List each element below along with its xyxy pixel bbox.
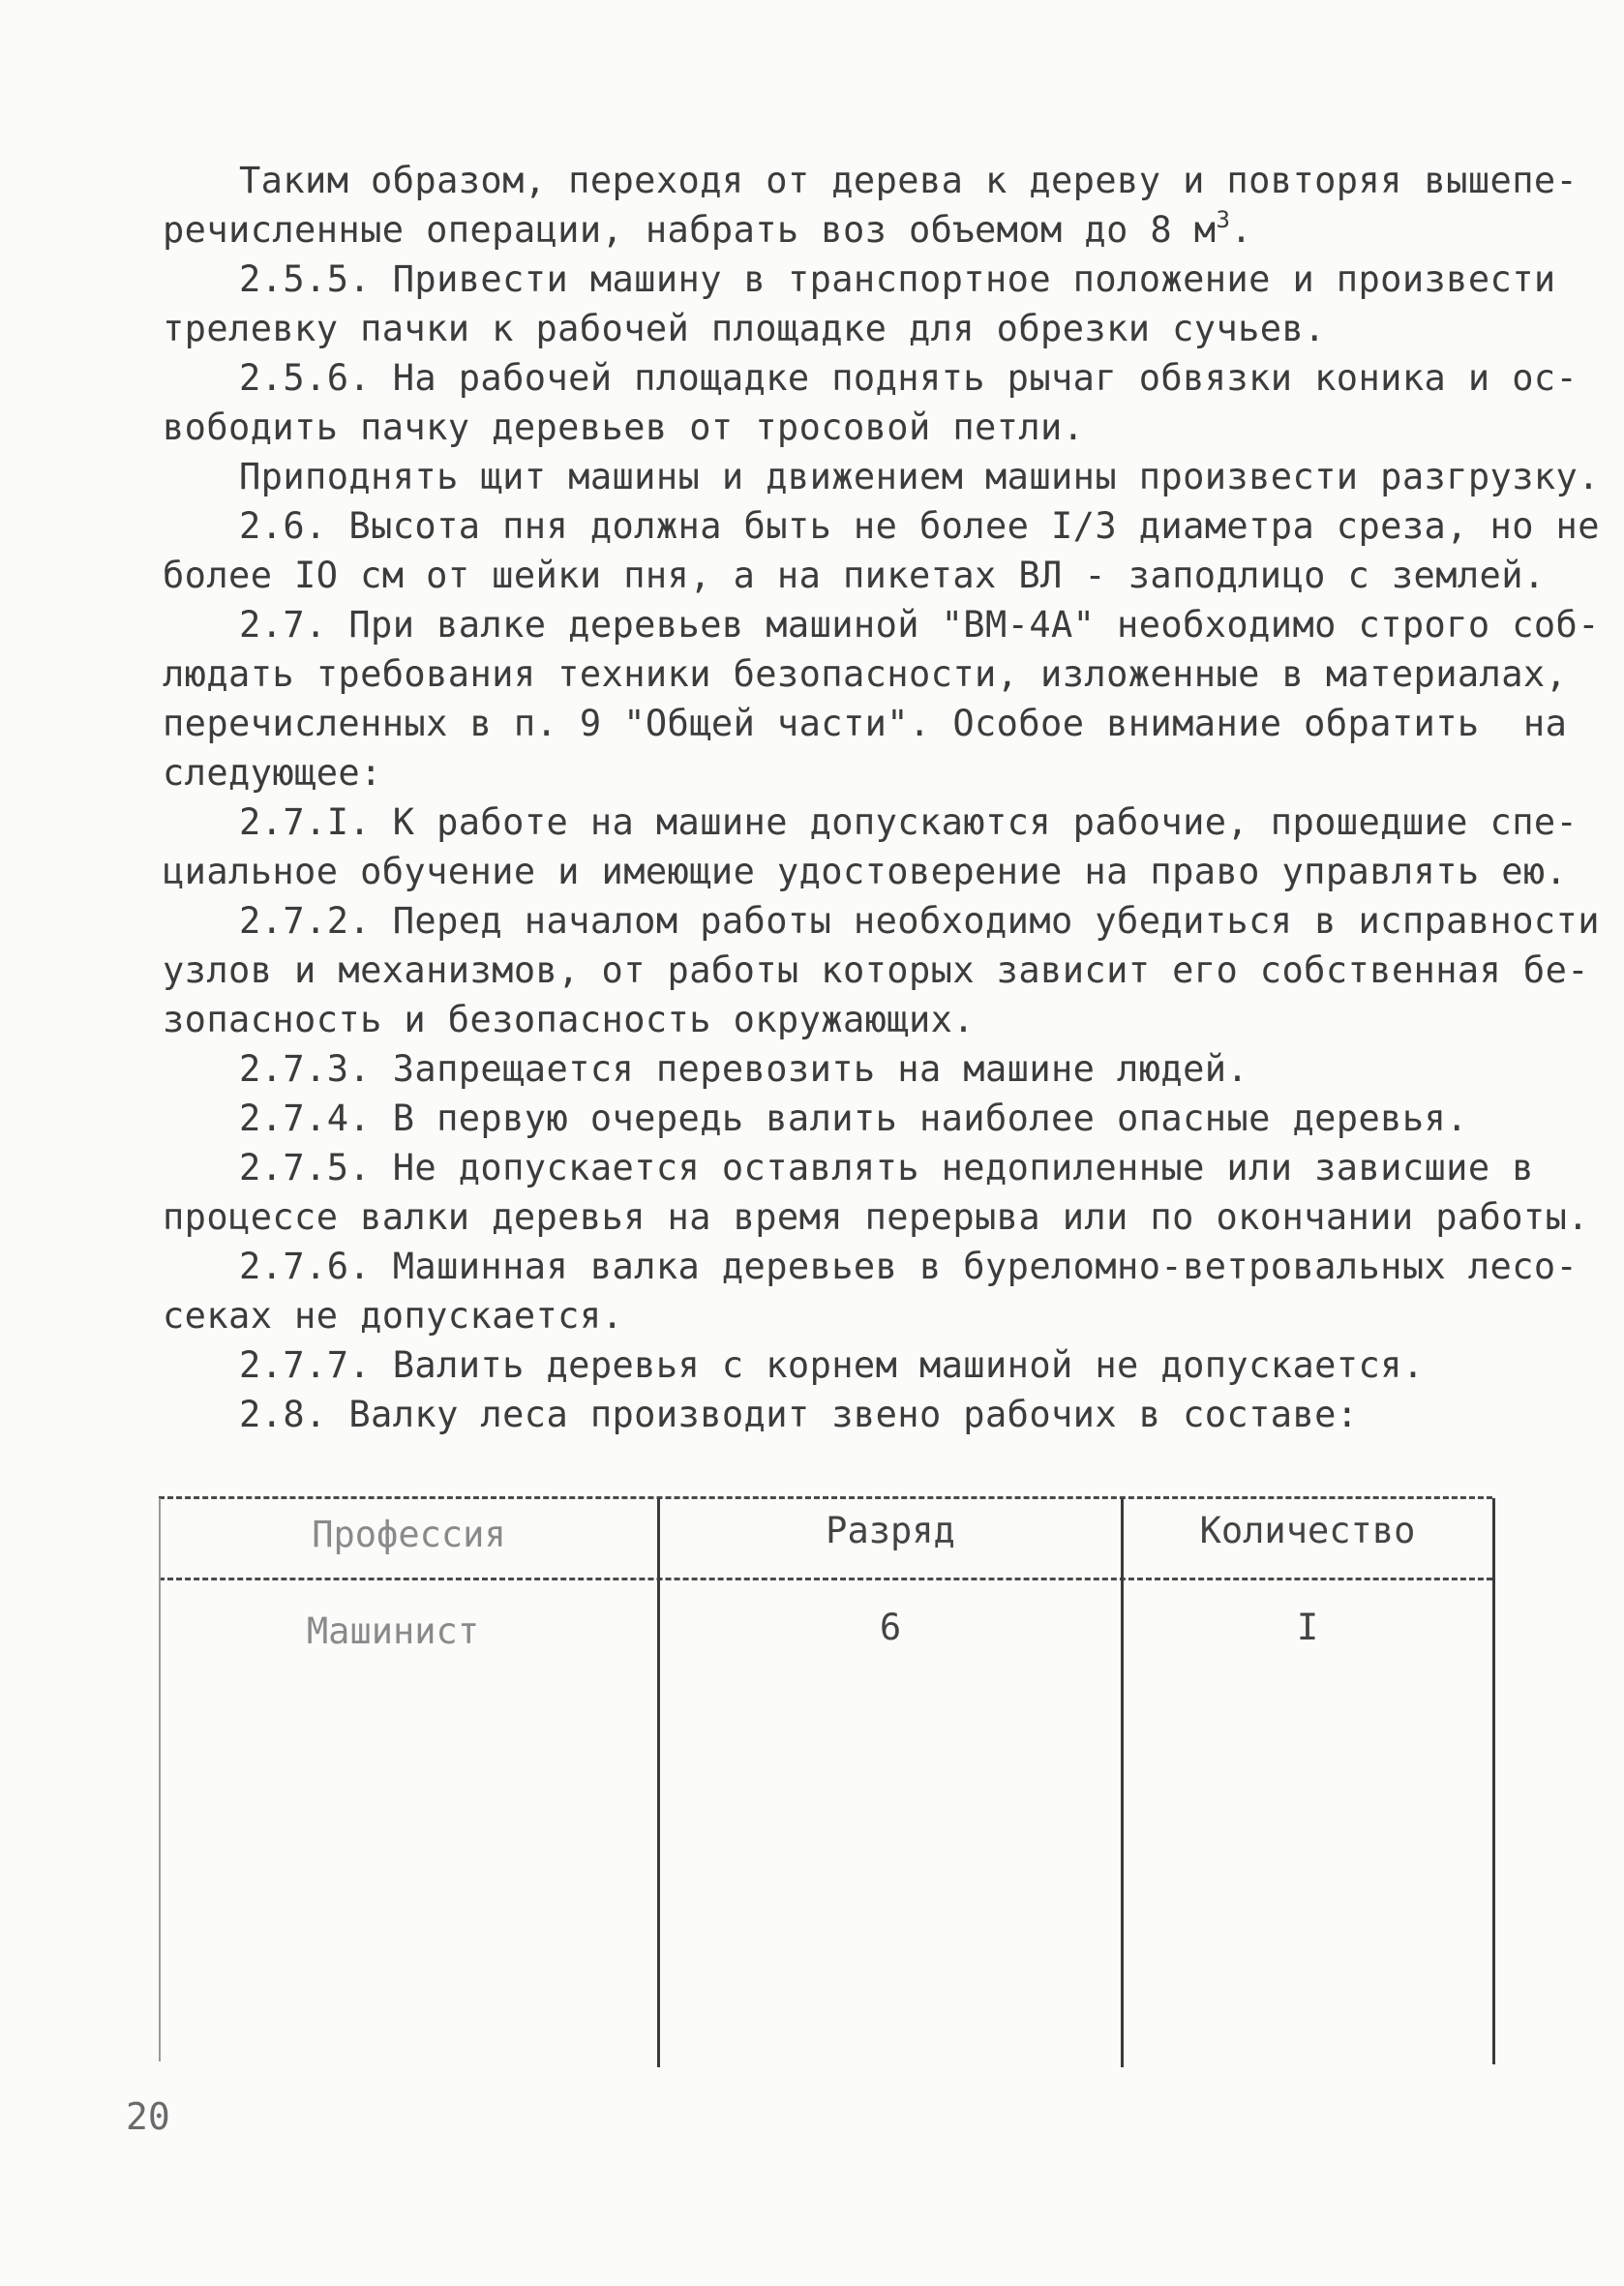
text-line: Таким образом, переходя от дерева к дереву и повторяя вышепе-	[239, 160, 1579, 201]
table-top-rule	[159, 1496, 1492, 1499]
text-line: следующее:	[163, 752, 382, 794]
text-line: 2.5.6. На рабочей площадке поднять рычаг обвязки коника и ос-	[239, 357, 1579, 399]
superscript: 3	[1216, 206, 1231, 233]
text-line: секах не допускается.	[163, 1295, 624, 1337]
text-line: 2.7.5. Не допускается оставлять недопиленные или зависшие в	[239, 1147, 1534, 1188]
text-line: 2.8. Валку леса производит звено рабочих в составе:	[239, 1394, 1359, 1435]
text-line: узлов и механизмов, от работы которых зависит его собственная бе-	[163, 949, 1589, 991]
table-right-border	[1492, 1498, 1495, 2064]
line-end: .	[1230, 209, 1252, 251]
table-cell-grade: 6	[879, 1607, 902, 1648]
table-column-divider	[657, 1498, 660, 2067]
text-line: 2.7.3. Запрещается перевозить на машине людей.	[239, 1048, 1249, 1090]
table-cell-profession: Машинист	[306, 1610, 480, 1652]
text-line: 2.7. При валке деревьев машиной "ВМ-4А" необходимо строго соб-	[239, 604, 1600, 646]
table-left-border	[159, 1498, 161, 2061]
text-line: 2.7.I. К работе на машине допускаются рабочие, прошедшие спе-	[239, 801, 1579, 843]
text-line: 2.6. Высота пня должна быть не более I/3 диаметра среза, но не	[239, 505, 1600, 547]
text-line: перечисленных в п. 9 "Общей части". Особое внимание обратить на	[163, 703, 1568, 744]
page-number: 20	[126, 2095, 170, 2138]
table-cell-quantity: I	[1296, 1607, 1319, 1648]
text-line: Приподнять щит машины и движением машины произвести разгрузку.	[239, 456, 1600, 497]
text-line: 2.7.2. Перед началом работы необходимо убедиться в исправности	[239, 900, 1600, 942]
text-line: процессе валки деревья на время перерыва или по окончании работы.	[163, 1196, 1589, 1238]
text-line: 2.7.6. Машинная валка деревьев в буреломно-ветровальных лесо-	[239, 1246, 1579, 1287]
text-line: трелевку пачки к рабочей площадке для обрезки сучьев.	[163, 308, 1326, 349]
table-header-quantity: Количество	[1199, 1510, 1416, 1551]
table-column-divider	[1121, 1498, 1124, 2067]
text-line: вободить пачку деревьев от тросовой петли.	[163, 406, 1085, 448]
text-line: зопасность и безопасность окружающих.	[163, 999, 976, 1040]
text-line: более IO см от шейки пня, а на пикетах ВЛ - заподлицо с землей.	[163, 555, 1546, 596]
text-line: 2.7.7. Валить деревья с корнем машиной не допускается.	[239, 1344, 1425, 1386]
text-line-content: речисленные операции, набрать воз объемом до 8 м	[163, 209, 1217, 251]
table-header-profession: Профессия	[312, 1514, 506, 1555]
table-header-grade: Разряд	[826, 1510, 955, 1551]
text-line: 2.7.4. В первую очередь валить наиболее опасные деревья.	[239, 1098, 1468, 1139]
text-line: 2.5.5. Привести машину в транспортное положение и произвести	[239, 258, 1556, 300]
text-line: людать требования техники безопасности, изложенные в материалах,	[163, 653, 1568, 695]
text-line: циальное обучение и имеющие удостоверение на право управлять ею.	[163, 851, 1568, 892]
table-header-rule	[159, 1578, 1492, 1580]
